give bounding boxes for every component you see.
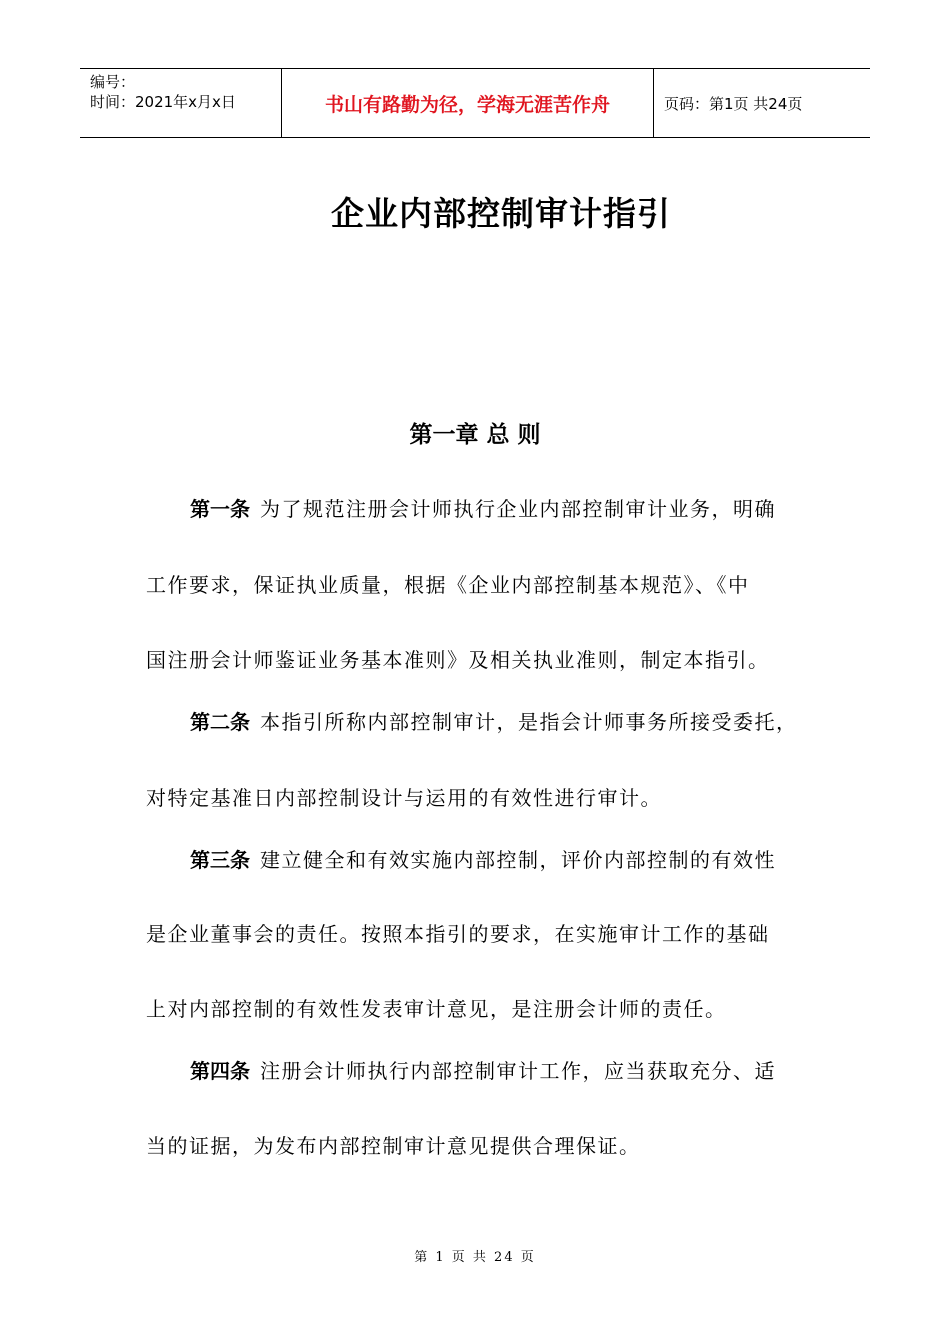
chapter-heading: 第一章 总 则 [409, 422, 541, 448]
article-2-line-2: 对特定基准日内部控制设计与运用的有效性进行审计。 [146, 786, 662, 810]
page-header [80, 68, 870, 138]
article-1-line-3: 国注册会计师鉴证业务基本准则》及相关执业准则，制定本指引。 [146, 648, 770, 672]
header-meta-cell [80, 69, 282, 137]
header-page-info: 页码：第1页 共24页 [664, 94, 803, 113]
article-label: 第二条 [190, 710, 250, 734]
article-label: 第一条 [190, 497, 250, 521]
article-1-line-1 [190, 493, 776, 522]
document-number-label: 编号： [90, 73, 136, 91]
article-text: 注册会计师执行内部控制审计工作，应当获取充分、适 [260, 1059, 776, 1083]
article-4-line-1 [190, 1055, 776, 1084]
article-1-line-2: 工作要求，保证执业质量，根据《企业内部控制基本规范》、《中 [146, 573, 750, 597]
article-2-line-1 [190, 706, 798, 735]
article-text: 为了规范注册会计师执行企业内部控制审计业务，明确 [260, 497, 776, 521]
document-date: 时间：2021年x月x日 [90, 93, 236, 111]
header-motto: 书山有路勤为径，学海无涯苦作舟 [282, 69, 654, 137]
document-title: 企业内部控制审计指引 [331, 194, 671, 233]
page-footer: 第 1 页 共 24 页 [414, 1250, 536, 1265]
article-3-line-1 [190, 844, 776, 873]
article-3-line-2: 是企业董事会的责任。按照本指引的要求，在实施审计工作的基础 [146, 922, 770, 946]
article-4-line-2: 当的证据，为发布内部控制审计意见提供合理保证。 [146, 1134, 641, 1158]
article-text: 本指引所称内部控制审计，是指会计师事务所接受委托， [260, 710, 798, 734]
article-label: 第三条 [190, 848, 250, 872]
article-label: 第四条 [190, 1059, 250, 1083]
article-3-line-3: 上对内部控制的有效性发表审计意见，是注册会计师的责任。 [146, 997, 727, 1021]
article-text: 建立健全和有效实施内部控制，评价内部控制的有效性 [260, 848, 776, 872]
